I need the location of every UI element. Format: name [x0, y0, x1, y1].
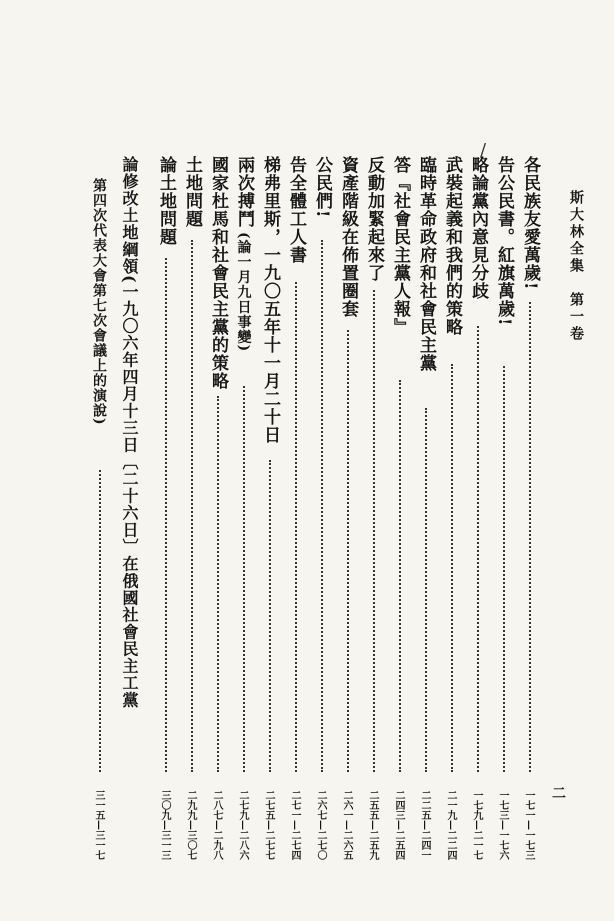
toc-entry-title: 各民族友愛萬歲!: [520, 156, 540, 291]
dot-leader: [451, 364, 453, 772]
toc-entry-title: 論修改土地綱領(一九〇六年四月十三日〔二十六日〕在俄國社會民主工黨: [120, 156, 139, 709]
toc-entry: [157, 156, 174, 246]
toc-entry: [469, 156, 486, 300]
toc-entry-subtitle: (論一月九日事變): [235, 232, 252, 353]
toc-entry-pages: 二七五—二七七: [263, 790, 274, 860]
dot-leader: [191, 240, 193, 772]
toc-entry-pages: 二六七—二七〇: [315, 790, 326, 860]
toc-entry-title: 國家杜馬和社會民主黨的策略: [208, 156, 228, 390]
toc-entry: [121, 156, 137, 709]
toc-entry-title: 告全體工人書: [286, 156, 306, 264]
toc-entry: [209, 156, 226, 390]
toc-entry-title: 資產階級在佈置圈套: [338, 156, 358, 318]
toc-entry-pages: 二九九—三〇七: [185, 790, 196, 860]
toc-entry: [417, 156, 434, 372]
toc-entry-title: 公民們!: [312, 156, 332, 219]
toc-entry-pages: 二七九—二八六: [237, 790, 248, 860]
toc-entry-title: 反動加緊起來了: [364, 156, 384, 282]
toc-entry-pages: 二二五—二四一: [419, 790, 430, 860]
toc-entry-title: 臨時革命政府和社會民主黨: [416, 156, 436, 372]
dot-leader: [477, 326, 479, 772]
toc-entry-title: 論土地問題: [156, 156, 176, 246]
dot-leader: [373, 290, 375, 772]
toc-entry: [521, 156, 538, 290]
toc-entry-title: 告公民書。紅旗萬歲!: [494, 156, 514, 327]
dot-leader: [269, 460, 271, 772]
dot-leader: [503, 366, 505, 772]
dot-leader: [217, 396, 219, 772]
dot-leader: [529, 302, 531, 772]
toc-entry-pages: 一七三—一七六: [497, 790, 508, 860]
dot-leader: [321, 240, 323, 772]
toc-entry-title: 梯弗里斯，一九〇五年十一月二十日: [260, 156, 280, 444]
toc-entry-pages: 三〇九—三一三: [159, 790, 170, 860]
pencil-mark: /: [480, 140, 487, 161]
toc-entry-title: 第四次代表大會第七次會議上的演說): [91, 178, 107, 426]
toc-entry: [365, 156, 382, 282]
book-title-header: [566, 190, 586, 343]
toc-entry-pages: 二五五—二五九: [367, 790, 378, 860]
toc-entry: [391, 156, 408, 336]
dot-leader: [425, 408, 427, 772]
toc-entry: [235, 156, 252, 352]
page-number: 二: [552, 786, 566, 802]
toc-entry-pages: 一七一—一七三: [523, 790, 534, 860]
book-title: 斯大林全集 第一卷: [568, 190, 584, 343]
toc-entry: [495, 156, 512, 326]
toc-entry-title: 武裝起義和我們的策略: [442, 156, 462, 336]
dot-leader: [295, 282, 297, 772]
toc-entry: [287, 156, 304, 264]
toc-entry-pages: 二八七—二九八: [211, 790, 222, 860]
dot-leader: [243, 386, 245, 772]
toc-entry-pages: 二六一—二六五: [341, 790, 352, 860]
toc-entry: [339, 156, 356, 318]
dot-leader: [165, 258, 167, 772]
toc-entry-pages: 二四三—二五四: [393, 790, 404, 860]
toc-entry-pages: 一七九—二一七: [471, 790, 482, 860]
toc-entry-title: 略論黨內意見分歧: [468, 156, 488, 300]
toc-entry: [92, 178, 106, 426]
toc-entry: [261, 156, 278, 444]
toc-entry: [443, 156, 460, 336]
dot-leader: [347, 330, 349, 772]
toc-entry: [183, 156, 200, 228]
toc-entry-title: 兩次搏鬥: [234, 156, 254, 228]
toc-entry-title: 答『社會民主黨人報』: [390, 156, 410, 336]
toc-entry: [313, 156, 330, 218]
toc-entry-pages: 二一九—二二四: [445, 790, 456, 860]
toc-entry-pages: 二七一—二七四: [289, 790, 300, 860]
dot-leader: [399, 380, 401, 772]
dot-leader: [99, 470, 101, 772]
toc-entry-title: 土地問題: [182, 156, 202, 228]
toc-entry-pages: 三一五—三一七: [93, 790, 104, 860]
